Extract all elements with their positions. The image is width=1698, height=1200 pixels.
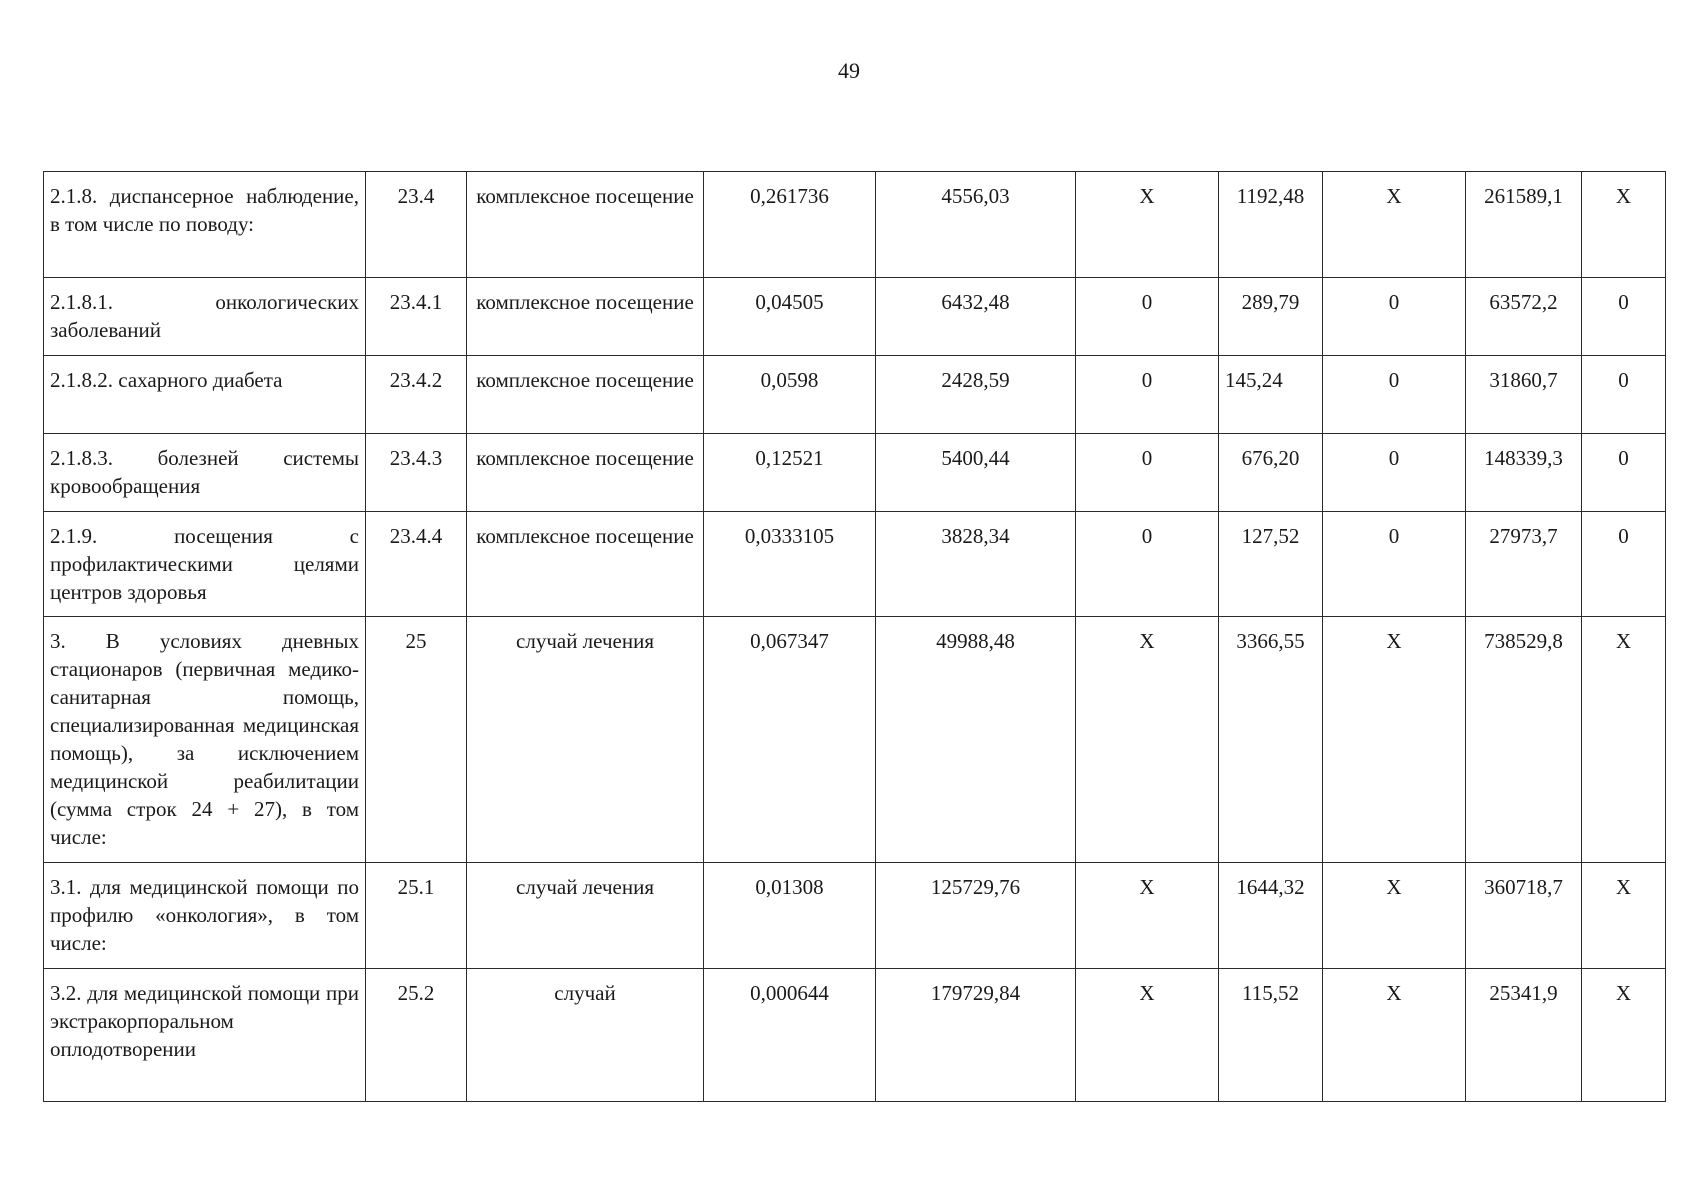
row-code-cell: 25 xyxy=(366,617,467,863)
row-norm-cell: 0,0598 xyxy=(704,356,876,434)
row-cost-cell: 5400,44 xyxy=(876,434,1076,512)
row-col8-cell: 0 xyxy=(1323,356,1466,434)
row-col8-cell: 0 xyxy=(1323,512,1466,617)
row-col8-cell: X xyxy=(1323,969,1466,1102)
row-unit-cell: случай xyxy=(467,969,704,1102)
row-col10-cell: X xyxy=(1582,863,1666,969)
row-col7-cell: 676,20 xyxy=(1219,434,1323,512)
row-col6-cell: X xyxy=(1076,617,1219,863)
row-name-cell: 2.1.8.1. онкологических заболеваний xyxy=(44,278,366,356)
row-col10-cell: 0 xyxy=(1582,356,1666,434)
row-cost-cell: 179729,84 xyxy=(876,969,1076,1102)
row-col10-cell: 0 xyxy=(1582,278,1666,356)
row-norm-cell: 0,0333105 xyxy=(704,512,876,617)
row-col7-cell: 3366,55 xyxy=(1219,617,1323,863)
row-name-cell: 2.1.8.2. сахарного диабета xyxy=(44,356,366,434)
row-cost-cell: 125729,76 xyxy=(876,863,1076,969)
row-col6-cell: X xyxy=(1076,863,1219,969)
row-unit-cell: комплексное посещение xyxy=(467,356,704,434)
row-norm-cell: 0,261736 xyxy=(704,172,876,278)
row-unit-cell: комплексное посещение xyxy=(467,172,704,278)
row-col8-cell: 0 xyxy=(1323,278,1466,356)
row-cost-cell: 4556,03 xyxy=(876,172,1076,278)
row-code-cell: 23.4 xyxy=(366,172,467,278)
row-norm-cell: 0,12521 xyxy=(704,434,876,512)
row-col9-cell: 25341,9 xyxy=(1466,969,1582,1102)
row-code-cell: 23.4.1 xyxy=(366,278,467,356)
row-unit-cell: комплексное посещение xyxy=(467,434,704,512)
row-col9-cell: 27973,7 xyxy=(1466,512,1582,617)
row-col10-cell: 0 xyxy=(1582,434,1666,512)
table-row xyxy=(44,278,1666,356)
row-col8-cell: X xyxy=(1323,863,1466,969)
row-col9-cell: 148339,3 xyxy=(1466,434,1582,512)
row-name-cell: 3. В условиях дневных стационаров (первичная медико-санитарная помощь, специализированная медицинская помощь), за исключением медицинской реабилитации (сумма строк 24 + 27), в том числе: xyxy=(44,617,366,863)
row-col6-cell: X xyxy=(1076,172,1219,278)
table-row xyxy=(44,863,1666,969)
row-col7-cell: 1192,48 xyxy=(1219,172,1323,278)
row-col7-cell: 1644,32 xyxy=(1219,863,1323,969)
row-cost-cell: 6432,48 xyxy=(876,278,1076,356)
row-unit-cell: комплексное посещение xyxy=(467,278,704,356)
row-name-cell: 2.1.8.3. болезней системы кровообращения xyxy=(44,434,366,512)
table-row xyxy=(44,969,1666,1102)
row-col9-cell: 63572,2 xyxy=(1466,278,1582,356)
row-col6-cell: 0 xyxy=(1076,512,1219,617)
row-col8-cell: X xyxy=(1323,617,1466,863)
row-col9-cell: 31860,7 xyxy=(1466,356,1582,434)
row-cost-cell: 49988,48 xyxy=(876,617,1076,863)
row-col10-cell: X xyxy=(1582,172,1666,278)
row-col7-cell: 127,52 xyxy=(1219,512,1323,617)
row-col8-cell: X xyxy=(1323,172,1466,278)
data-table xyxy=(43,171,1666,1102)
row-name-cell: 3.2. для медицинской помощи при экстракорпоральном оплодотворении xyxy=(44,969,366,1102)
row-code-cell: 25.2 xyxy=(366,969,467,1102)
row-unit-cell: случай лечения xyxy=(467,617,704,863)
row-cost-cell: 3828,34 xyxy=(876,512,1076,617)
row-col9-cell: 261589,1 xyxy=(1466,172,1582,278)
row-col6-cell: 0 xyxy=(1076,278,1219,356)
row-norm-cell: 0,01308 xyxy=(704,863,876,969)
row-cost-cell: 2428,59 xyxy=(876,356,1076,434)
row-norm-cell: 0,067347 xyxy=(704,617,876,863)
row-name-cell: 2.1.8. диспансерное наблюдение, в том числе по поводу: xyxy=(44,172,366,278)
row-col7-cell: 115,52 xyxy=(1219,969,1323,1102)
row-col6-cell: 0 xyxy=(1076,434,1219,512)
row-col8-cell: 0 xyxy=(1323,434,1466,512)
row-col10-cell: X xyxy=(1582,969,1666,1102)
row-code-cell: 23.4.2 xyxy=(366,356,467,434)
row-unit-cell: случай лечения xyxy=(467,863,704,969)
table-row xyxy=(44,512,1666,617)
row-col7-cell: 289,79 xyxy=(1219,278,1323,356)
row-col9-cell: 738529,8 xyxy=(1466,617,1582,863)
row-col10-cell: 0 xyxy=(1582,512,1666,617)
row-code-cell: 23.4.3 xyxy=(366,434,467,512)
row-code-cell: 25.1 xyxy=(366,863,467,969)
row-name-cell: 2.1.9. посещения с профилактическими целями центров здоровья xyxy=(44,512,366,617)
row-col6-cell: 0 xyxy=(1076,356,1219,434)
table-row xyxy=(44,617,1666,863)
table-row xyxy=(44,356,1666,434)
row-norm-cell: 0,000644 xyxy=(704,969,876,1102)
row-name-cell: 3.1. для медицинской помощи по профилю «онкология», в том числе: xyxy=(44,863,366,969)
table-row xyxy=(44,172,1666,278)
row-col10-cell: X xyxy=(1582,617,1666,863)
row-col6-cell: X xyxy=(1076,969,1219,1102)
row-norm-cell: 0,04505 xyxy=(704,278,876,356)
row-unit-cell: комплексное посещение xyxy=(467,512,704,617)
page-number: 49 xyxy=(838,58,860,83)
table-row xyxy=(44,434,1666,512)
row-col9-cell: 360718,7 xyxy=(1466,863,1582,969)
row-col7-cell: 145,24 xyxy=(1219,356,1323,434)
row-code-cell: 23.4.4 xyxy=(366,512,467,617)
